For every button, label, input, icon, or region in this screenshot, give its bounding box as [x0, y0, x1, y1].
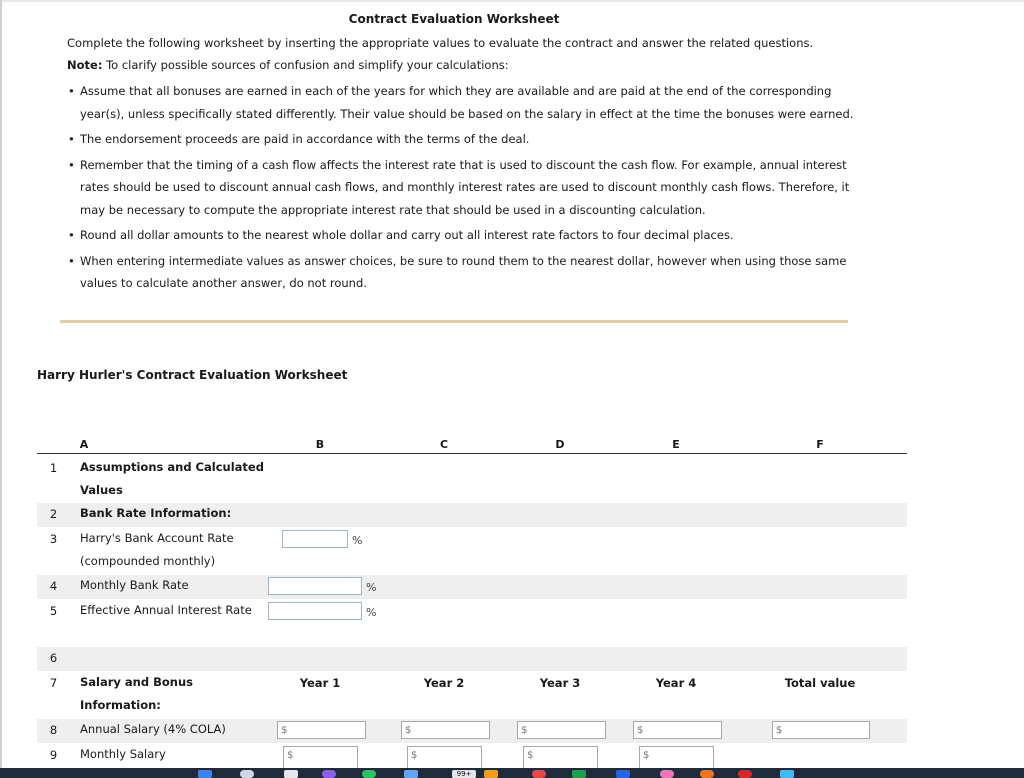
task-view-icon[interactable] — [284, 770, 298, 778]
row-number: 1 — [49, 461, 58, 475]
currency-sign: $ — [281, 725, 288, 736]
table-row — [37, 528, 907, 574]
currency-sign: $ — [405, 725, 412, 736]
table-row — [37, 672, 907, 718]
header-rule — [37, 453, 907, 454]
year-header: Year 1 — [299, 676, 341, 690]
os-taskbar — [0, 768, 1024, 778]
monthly-salary-year3-input[interactable] — [523, 746, 598, 768]
browser-icon[interactable] — [532, 770, 546, 778]
left-border — [0, 0, 2, 778]
notification-badge[interactable]: 99+ — [452, 770, 476, 778]
currency-sign: $ — [643, 750, 650, 761]
table-row — [37, 503, 907, 527]
table-row — [37, 647, 907, 671]
row-label: Monthly Salary — [80, 747, 166, 761]
row-label: Bank Rate Information: — [80, 506, 232, 520]
percent-sign: % — [366, 581, 377, 594]
instruction-item: • The endorsement proceeds are paid in accordance with the terms of the deal. — [67, 128, 857, 151]
monthly-salary-year2-input[interactable] — [407, 746, 482, 768]
annual-salary-year1-input[interactable] — [277, 721, 366, 739]
table-row — [37, 575, 907, 599]
instruction-item: • Assume that all bonuses are earned in each of the years for which they are available and are paid at the end of the corresponding year(s), unless specifically stated differently. Their value should be based on the salary in effect at the time the bonuses were earned. — [67, 80, 857, 125]
row-number: 9 — [49, 748, 58, 762]
table-row — [37, 457, 907, 503]
search-icon[interactable] — [240, 770, 254, 778]
monthly-salary-year4-input[interactable] — [639, 746, 714, 768]
year-header: Year 3 — [539, 676, 581, 690]
year-header: Year 2 — [423, 676, 465, 690]
row-number: 7 — [49, 676, 58, 690]
note-label: Note: — [67, 58, 103, 72]
excel-icon[interactable] — [572, 770, 586, 778]
currency-sign: $ — [411, 750, 418, 761]
row-number: 3 — [49, 532, 58, 546]
column-header-f: F — [816, 438, 824, 451]
currency-sign: $ — [637, 725, 644, 736]
top-border — [0, 0, 1024, 2]
note-line — [67, 58, 867, 72]
worksheet-title: Harry Hurler's Contract Evaluation Worksheet — [37, 368, 348, 382]
annual-salary-total-input[interactable] — [772, 721, 870, 739]
row-number: 2 — [49, 507, 58, 521]
bank-account-rate-input[interactable] — [282, 530, 348, 548]
row-number: 5 — [49, 604, 58, 618]
column-header-e: E — [672, 438, 680, 451]
column-header-a: A — [79, 438, 89, 451]
note-text: To clarify possible sources of confusion and simplify your calculations: — [106, 58, 509, 72]
app-icon[interactable] — [780, 770, 794, 778]
row-label: Annual Salary (4% COLA) — [80, 722, 226, 736]
app-icon[interactable] — [660, 770, 674, 778]
chrome-icon[interactable] — [738, 770, 752, 778]
app-icon[interactable] — [322, 770, 336, 778]
firefox-icon[interactable] — [700, 770, 714, 778]
year-header: Year 4 — [655, 676, 697, 690]
annual-salary-year2-input[interactable] — [401, 721, 490, 739]
percent-sign: % — [352, 534, 363, 547]
instruction-item: • When entering intermediate values as answer choices, be sure to round them to the nearest dollar, however when using those same values to calculate another answer, do not round. — [67, 250, 857, 295]
row-label: Effective Annual Interest Rate — [80, 603, 252, 617]
row-number: 6 — [49, 651, 58, 665]
percent-sign: % — [366, 606, 377, 619]
word-icon[interactable] — [616, 770, 630, 778]
row-number: 8 — [49, 723, 58, 737]
row-label: Assumptions and Calculated Values — [80, 460, 264, 497]
row-label: Monthly Bank Rate — [80, 578, 189, 592]
page-title: Contract Evaluation Worksheet — [348, 12, 560, 26]
intro-text: Complete the following worksheet by inserting the appropriate values to evaluate the contract and answer the related questions. — [67, 36, 814, 50]
column-header-c: C — [439, 438, 449, 451]
folder-icon[interactable] — [484, 770, 498, 778]
effective-annual-rate-input[interactable] — [268, 602, 362, 620]
year-header: Total value — [784, 676, 856, 690]
row-number: 4 — [49, 579, 58, 593]
row-label: Salary and Bonus Information: — [80, 675, 193, 712]
annual-salary-year4-input[interactable] — [633, 721, 722, 739]
column-header-d: D — [555, 438, 565, 451]
instruction-list — [67, 80, 857, 298]
currency-sign: $ — [527, 750, 534, 761]
table-row — [37, 600, 907, 646]
files-icon[interactable] — [404, 770, 418, 778]
windows-icon[interactable] — [198, 770, 212, 778]
monthly-bank-rate-input[interactable] — [268, 577, 362, 595]
chat-icon[interactable] — [362, 770, 376, 778]
section-divider — [60, 320, 848, 323]
column-header-b: B — [315, 438, 325, 451]
currency-sign: $ — [521, 725, 528, 736]
row-label: Harry's Bank Account Rate (compounded monthly) — [80, 531, 234, 568]
instruction-item: • Remember that the timing of a cash flow affects the interest rate that is used to discount the cash flow. For example, annual interest rates should be used to discount annual cash flows, and monthly interest rates are used to discount monthly cash flows. Therefore, it may be necessary to compute the appropriate interest rate that should be used in a discounting calculation. — [67, 154, 857, 222]
currency-sign: $ — [776, 725, 783, 736]
instruction-item: • Round all dollar amounts to the nearest whole dollar and carry out all interest rate factors to four decimal places. — [67, 224, 857, 247]
currency-sign: $ — [287, 750, 294, 761]
annual-salary-year3-input[interactable] — [517, 721, 606, 739]
monthly-salary-year1-input[interactable] — [283, 746, 358, 768]
